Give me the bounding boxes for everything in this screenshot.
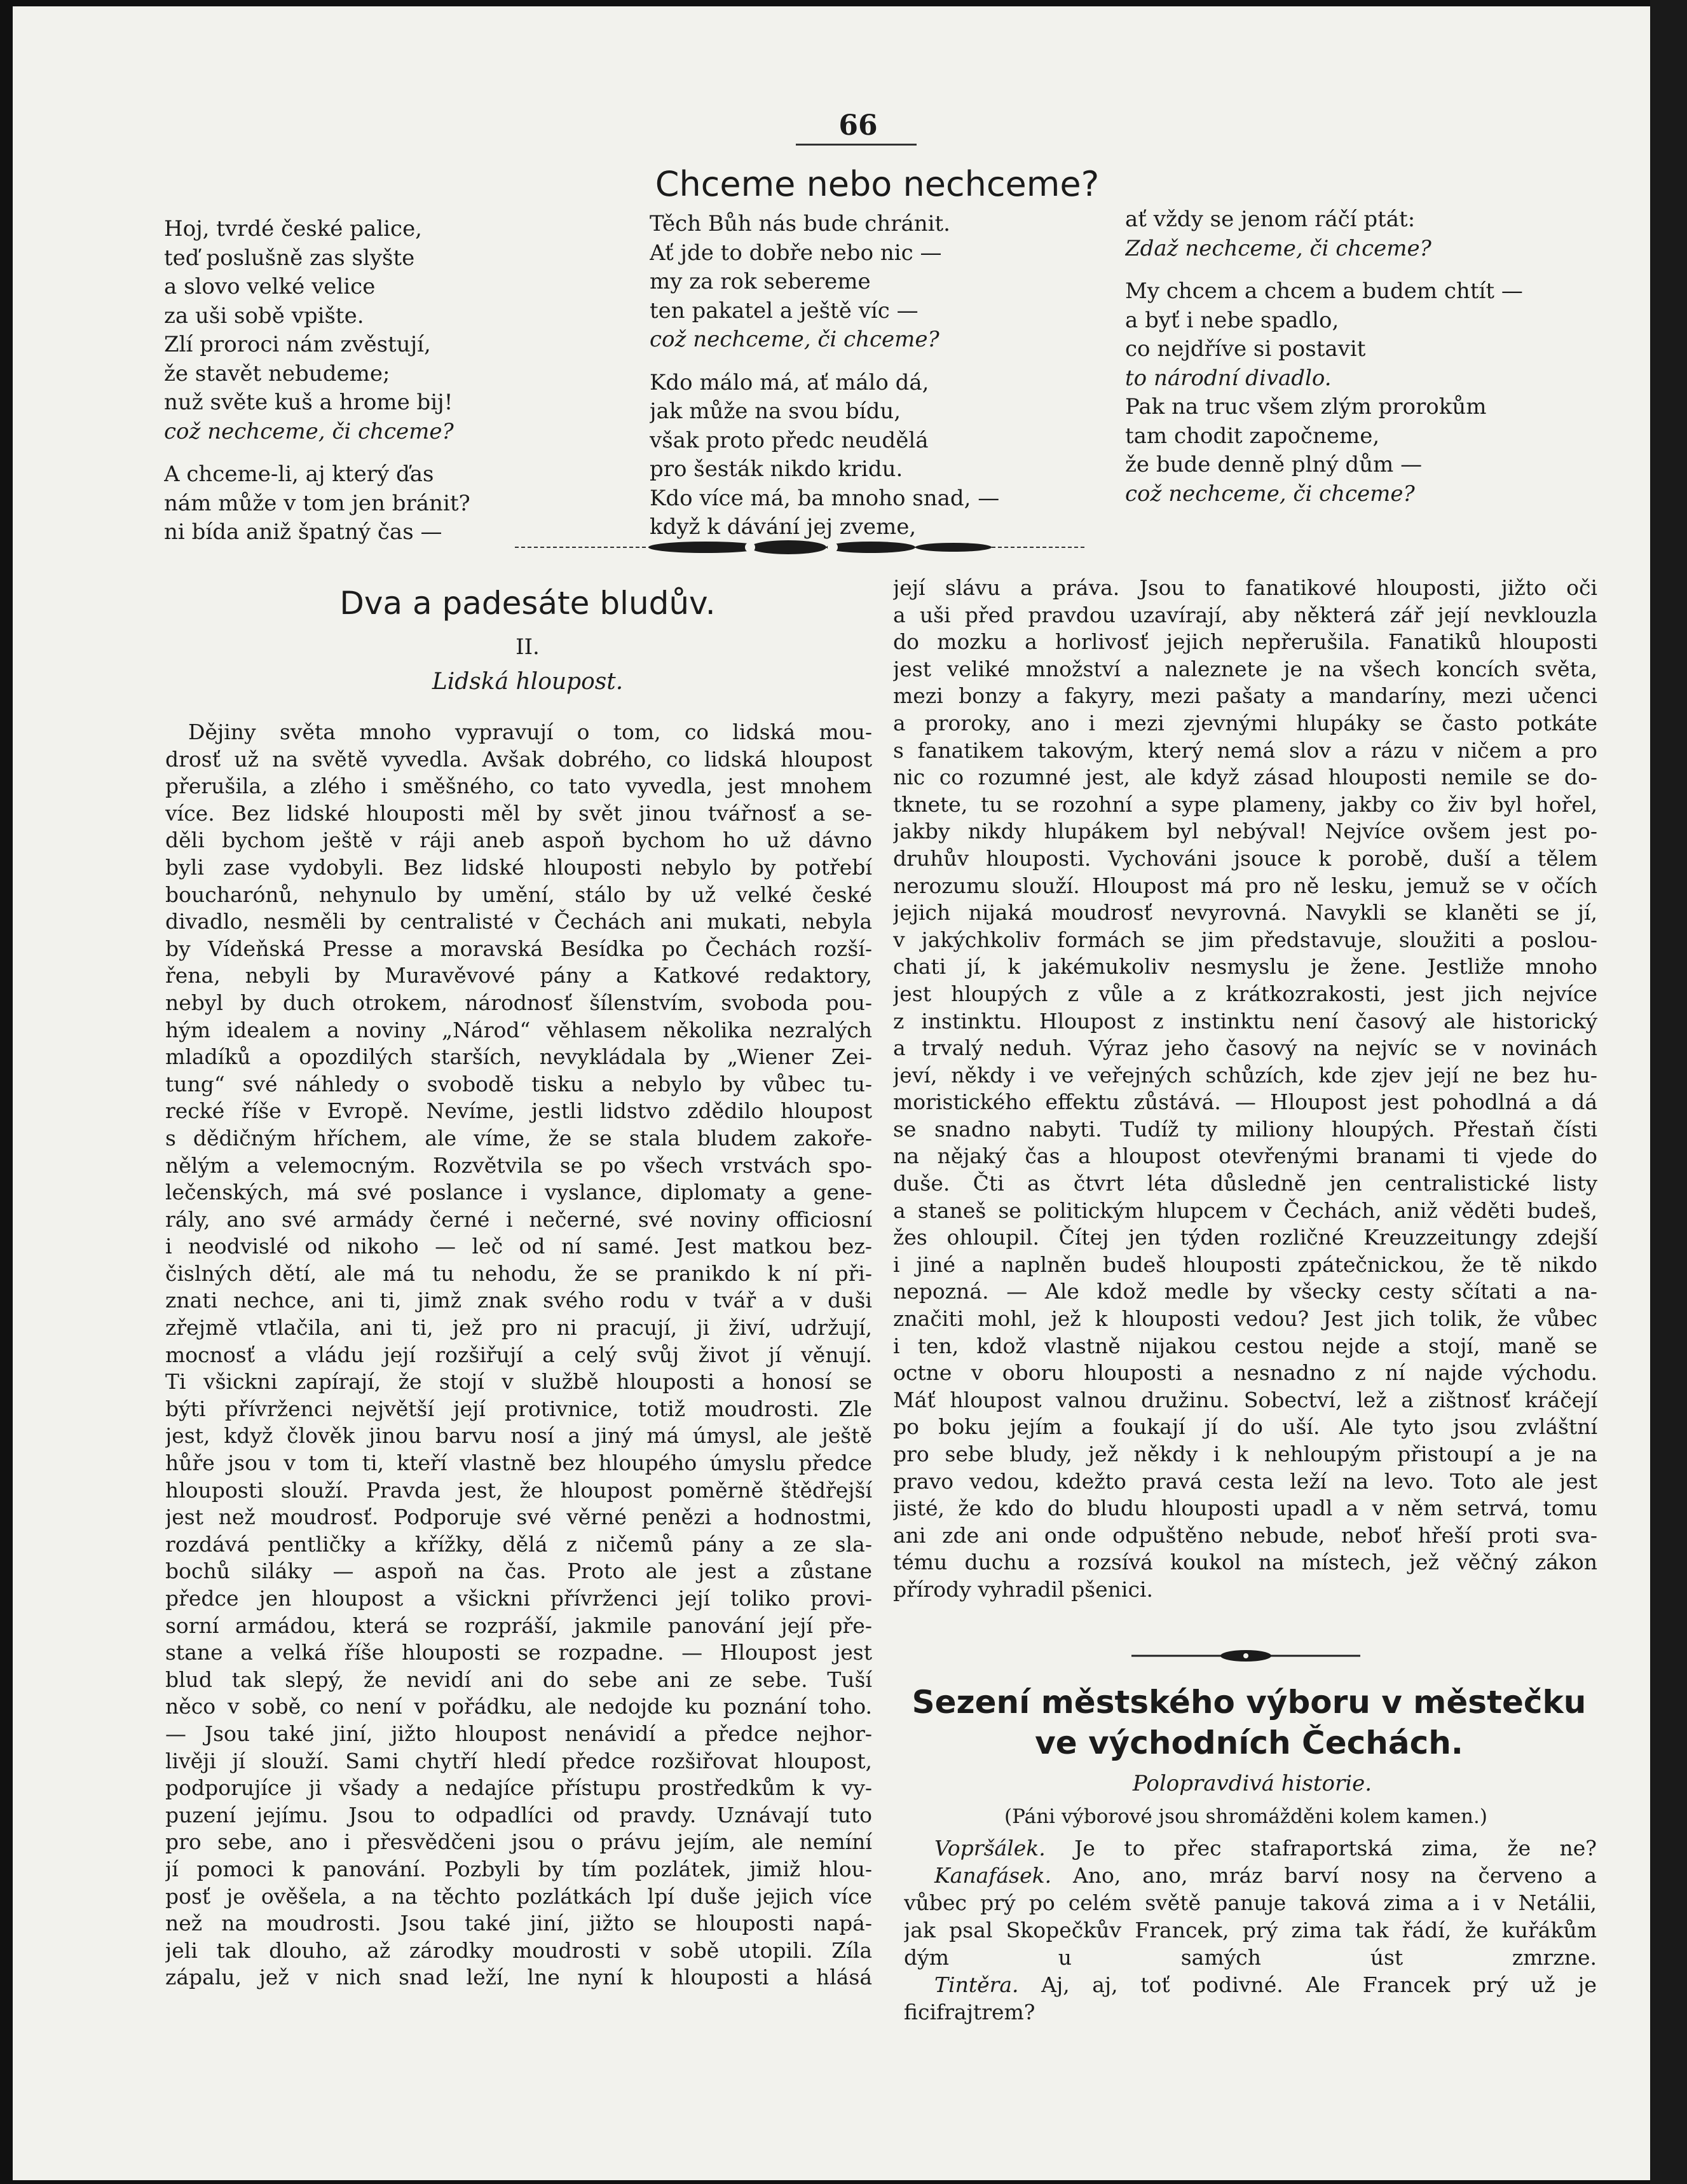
article-line: i neodvislé od nikoho — leč od ní samé. Jest matkou bez- [165,1234,872,1259]
article-line: řena, nebyli by Muravěvové pány a Katkové redaktory, [165,963,872,988]
poem-line: Pak na truc všem zlým prorokům [1125,394,1487,420]
article-line: Dějiny světa mnoho vypravují o tom, co lidská mou- [188,720,872,744]
article-line: by Vídeňská Presse a moravská Besídka po Čechách rozší- [165,936,872,961]
article-line: něco v sobě, co není v pořádku, ale nedojde ku poznání toho. [165,1694,872,1719]
poem-column-3 [1125,205,1570,508]
article-line: recké říše v Evropě. Nevíme, jestli lidstvo zdědilo hloupost [165,1098,872,1124]
speech-text: Ano, ano, mráz barví nosy na červeno a [1072,1863,1597,1888]
article-line: tému duchu a rozsívá koukol na místech, jež věčný zákon [893,1550,1597,1575]
dialogue [904,1834,1597,2026]
speech-text: Aj, aj, toť podivné. Ale Francek prý už je [1041,1972,1597,1997]
article-line: s dědičným hříchem, ale víme, že se stala bludem zakoře- [165,1125,872,1150]
article-line: jakby nikdy hlupákem byl nebýval! Nejvíce ovšem jest po- [893,819,1597,844]
poem-line: když k dávání jej zveme, [650,514,917,540]
article-line: livěji jí slouží. Sami chytří hledí předce rozšiřovat hloupost, [165,1748,872,1773]
article-line: mezi bonzy a fakyry, mezi pašaty a mandaríny, mezi učenci [893,683,1597,709]
article-line: nělým a velemocným. Rozvětvila se po všech vrstvách spo- [165,1152,872,1178]
dialogue-line [904,1998,1597,2026]
article-line: přírody vyhradil pšenici. [893,1576,1153,1602]
article-line: jest veliké množství a naleznete je na všech koncích světa, [893,656,1597,681]
article-line: a trvalý neduh. Výraz jeho časový na nejvíc se v novinách [893,1035,1597,1061]
article-line: nerozumu slouží. Hloupost má pro ně lesku, jemuž se v očích [893,873,1597,898]
poem-line: Kdo málo má, ať málo dá, [650,369,929,395]
poem-line: že bude denně plný dům — [1125,452,1423,477]
article-line: nic co rozumné jest, ale když zásad hlouposti nemile se do- [893,765,1597,790]
poem-line: Kdo více má, ba mnoho snad, — [650,485,1000,511]
poem-line: Hoj, tvrdé české palice, [164,216,422,242]
article-line: a staneš se politickým hlupcem v Čechách, aniž věděti budeš, [893,1198,1597,1223]
poem-line: ni bída aniž špatný čas — [164,519,442,545]
poem-line: a slovo velké velice [164,274,376,299]
speaker-name: Tintěra. [934,1972,1019,1997]
article-line: jest hloupých z vůle a z krátkozrakosti, jest jich nejvíce [893,981,1597,1006]
page-number: 66 [838,109,878,142]
article-line: nepozná. — Ale kdož medle by všecky cesty sčítati a na- [893,1279,1597,1304]
article2-title [890,1682,1608,1763]
stanza-gap [164,446,520,460]
poem-line: ten pakatel a ještě víc — [650,297,919,324]
poem-line: což nechceme, či chceme? [164,418,454,444]
article-line: se snadno nabyti. Tudíž ty miliony hloupých. Přestaň čísti [893,1116,1597,1142]
stanza-gap [1125,263,1570,277]
article-line: divadlo, nesměli by centralisté v Čechách ani mukati, nebyla [165,909,872,934]
poem-line: my za rok sebereme [650,269,871,294]
article-line: rály, ano své armády černé i nečerné, své noviny officiosní [165,1206,872,1232]
article-line: značiti mohl, jež k hlouposti vedou? Jest jich tolik, že vůbec [893,1306,1597,1332]
poem-column-1 [164,215,520,547]
article-line: i ten, kdož vlastně nijakou cestou nejde a stojí, maně se [893,1333,1597,1358]
article-line: zřejmě vtlačila, ani ti, jež pro ni pracují, ji živí, udržují, [165,1315,872,1341]
article-line: pro sebe, ano i přesvědčeni jsou o právu jejím, ale nemíní [165,1829,872,1855]
poem-line: Zdaž nechceme, či chceme? [1125,235,1431,261]
poem-line: to národní divadlo. [1125,365,1332,391]
poem-line: tam chodit započneme, [1125,423,1380,449]
article-line: tknete, tu se rozohní a sype plameny, jakby co živ byl hořel, [893,791,1597,817]
article-line: boucharónů, nehynulo by umění, stálo by už velké české [165,882,872,907]
article-title: Dva a padesáte bludův. [339,585,716,622]
article-line: jí pomoci k panování. Pozbyli by tím pozlátek, jimiž hlou- [165,1856,872,1881]
article-line: i jiné a naplněn budeš hlouposti zpátečnickou, že tě nikdo [893,1252,1597,1277]
article-line: znati nechce, ani ti, jimž znak svého rodu v tvář a v duši [165,1288,872,1313]
ornamental-divider [515,538,1087,557]
poem-line: Ať jde to dobře nebo nic — [650,240,942,266]
ornamental-divider [1131,1648,1360,1664]
article-line: z instinktu. Hloupost z instinktu není časový ale historický [893,1008,1597,1034]
dialogue-line [904,1862,1597,1889]
article-line: čislných dětí, ale má tu nehodu, že se pranikdo k ní při- [165,1260,872,1286]
article-line: předce jen hloupost a všickni přívrženci její toliko provi- [165,1586,872,1611]
dialogue-line [904,1971,1597,1998]
article-line: jest než moudrosť. Podporuje své věrné penězi a hodnostmi, [165,1505,872,1530]
article-line: hlouposti slouží. Pravda jest, že hloupost poměrně štědřejší [165,1477,872,1503]
article-line: na nějaký čas a hloupost otevřenými branami ti vjede do [893,1143,1597,1169]
dialogue-line [904,1916,1597,1944]
dialogue-line [904,1944,1597,1971]
poem-column-2 [650,210,1031,542]
article-line: žes ohloupil. Čítej jen týden rozličné Kreuzzeitungy zdejší [893,1225,1597,1250]
stanza-gap [650,355,1031,369]
speech-text: ficifrajtrem? [904,2000,1035,2024]
article-line: s fanatikem takovým, který nemá slov a rázu v ničem a pro [893,737,1597,763]
article-line: její slávu a práva. Jsou to fanatikové hlouposti, jižto oči [893,575,1597,600]
article-part-number: II. [516,634,540,660]
poem-line: Zlí proroci nám zvěstují, [164,332,431,357]
article-line: podporujíce ji všady a nedajíce přístupu prostředkům k vy- [165,1775,872,1801]
poem-line: což nechceme, či chceme? [1125,481,1415,507]
poem-line: co nejdříve si postavit [1125,336,1366,362]
article-line: a uši před pravdou uzavírají, aby některá zář její nevklouzla [893,602,1597,627]
article-line: bochů siláky — aspoň na čas. Proto ale jest a zůstane [165,1559,872,1584]
poem-line: však proto předc neudělá [650,427,929,453]
poem-line: ať vždy se jenom ráčí ptát: [1125,207,1416,232]
poem-line: teď poslušně zas slyšte [164,245,415,271]
article-line: jeli tak dlouho, až zárodky moudrosti v sobě utopili. Zíla [165,1937,872,1963]
poem-line: jak může na svou bídu, [650,399,901,424]
article-line: býti přívrženci největší její protivnice, totiž moudrosti. Zle [165,1396,872,1421]
article-line: nebyl by duch otrokem, národnosť šílenstvím, svoboda pou- [165,990,872,1015]
article-subtitle: Lidská hloupost. [432,669,624,695]
article2-title-line-1: Sezení městského výboru v městečku [912,1684,1587,1721]
poem-line: nám může v tom jen bránit? [164,490,470,516]
poem-line: za uši sobě vpište. [164,303,364,329]
article-line: duše. Čti as čtvrt léta důsledně jen centralistické listy [893,1171,1597,1196]
poem-line: což nechceme, či chceme? [650,327,939,352]
article-line: přerušila, a zlého i směšného, co tato vyvedla, jest mnohem [165,774,872,799]
poem-line: My chcem a chcem a budem chtít — [1125,278,1523,304]
article-line: moristického effektu zůstává. — Hloupost jest pohodlná a dá [893,1089,1597,1115]
article-line: a proroky, ano i mezi zjevnými hlupáky se často potkáte [893,710,1597,735]
article-line: blud tak slepý, že nevidí ani do sebe ani ze sebe. Tuší [165,1667,872,1692]
article-line: ani zde ani onde odpuštěno nebude, neboť hřeší proti sva- [893,1522,1597,1548]
article-left-column [165,719,872,1991]
article-line: jeví, někdy i ve veřejných schůzích, kde zjev její ne bez hu- [893,1062,1597,1088]
speaker-name: Kanafásek. [934,1863,1052,1888]
article-line: posť je ověšela, a na těchto pozlátkách lpí duše jejich více [165,1883,872,1909]
article-line: druhův hlouposti. Vychováni jsouce k porobě, duší a tělem [893,845,1597,871]
article-line: lečenských, má své poslance i vyslance, diplomaty a gene- [165,1180,872,1205]
poem-line: nuž světe kuš a hrome bij! [164,390,453,415]
poem-line: Těch Bůh nás bude chránit. [650,211,950,236]
stage-direction: (Páni výborové jsou shromážděni kolem kamen.) [1004,1805,1487,1828]
article-line: — Jsou také jiní, jižto hloupost nenávidí a předce nejhor- [165,1721,872,1746]
article-line: byli zase vydobyli. Bez lidské hlouposti nebylo by potřebí [165,854,872,880]
article-line: rozdává pentličky a křížky, dělá z ničemů pány a ze sla- [165,1531,872,1557]
article-line: chati jí, k jakémukoliv nesmyslu je žene. Jestliže mnoho [893,954,1597,979]
poem-title: Chceme nebo nechceme? [655,164,1100,204]
poem-line: že stavět nebudeme; [164,360,390,386]
speech-text: vůbec prý po celém světě panuje taková zima a i v Netálii, [904,1890,1597,1915]
article-line: mladíků a opozdilých starších, nevykládala by „Wiener Zei- [165,1044,872,1070]
article-line: sorní armádou, která se rozpráší, jakmile panování její pře- [165,1613,872,1638]
article-line: v jakýchkoliv formách se jim představuje, sloužiti a poslou- [893,927,1597,952]
article-line: hůře jsou v tom ti, kteří vlastně bez hloupého úmyslu předce [165,1450,872,1476]
speech-text: Je to přec stafraportská zima, že ne? [1074,1836,1597,1860]
article-line: Máť hloupost valnou družinu. Sobectví, lež a zištnosť kráčejí [893,1387,1597,1412]
article-line: pro sebe bludy, jež někdy i k nehloupým přistoupí a je na [893,1442,1597,1466]
article-line: stane a velká říše hlouposti se rozpadne. — Hloupost jest [165,1640,872,1665]
article-line: pravo vedou, kdežto pravá cesta leží na levo. Toto ale jest [893,1468,1597,1494]
article-line: po boku jejím a foukají jí do uší. Ale tyto jsou zvláštní [893,1414,1597,1440]
article-line: zápalu, jež v nich snad leží, lne nyní k hlouposti a hlásá [165,1965,872,1990]
dialogue-line [904,1889,1597,1916]
speech-text: jak psal Skopečkův Francek, prý zima tak řádí, že kuřákům [904,1918,1597,1942]
article-line: děli bychom ještě v ráji aneb aspoň bychom ho už dávno [165,828,872,853]
article-right-column [893,575,1597,1604]
article-line: více. Bez lidské hlouposti měl by svět jinou tvářnosť a se- [165,800,872,826]
article-line: jejich nijaká moudrosť nevyrovná. Navykli se klaněti se jí, [893,900,1597,925]
article-line: drosť už na světě vyvedla. Avšak dobrého, co lidská hloupost [165,746,872,772]
article-line: do mozku a horlivosť jejich nepřerušila. Fanatiků hlouposti [893,629,1597,655]
article-line: puzení jejímu. Jsou to odpadlíci od pravdy. Uznávají tuto [165,1802,872,1827]
poem-line: a byť i nebe spadlo, [1125,307,1339,333]
article-line: než na moudrosti. Jsou také jiní, jižto se hlouposti napá- [165,1911,872,1936]
speaker-name: Vopršálek. [934,1836,1046,1860]
poem-line: pro šesták nikdo kridu. [650,456,903,482]
page-number-rule [796,144,917,146]
article-line: hým idealem a noviny „Národ“ věhlasem několika nezralých [165,1017,872,1042]
dialogue-line [904,1834,1597,1862]
article-line: octne v oboru hlouposti a nesnadno z ní najde východu. [893,1360,1597,1386]
article-line: mocnosť a vládu její rozšiřují a celý svůj život jí věnují. [165,1342,872,1367]
article-line: jisté, že kdo do bludu hlouposti upadl a v něm setrvá, tomu [893,1496,1597,1521]
speech-text: dým u samých úst zmrzne. [904,1945,1597,1970]
article2-subtitle: Polopravdivá historie. [1132,1771,1372,1796]
article-line: tung“ své náhledy o svobodě tisku a nebylo by vůbec tu- [165,1071,872,1096]
article2-title-line-2: ve východních Čechách. [1035,1724,1463,1761]
scan-edge [1650,0,1687,2184]
poem-line: A chceme-li, aj který ďas [164,461,434,487]
article-line: jest, když člověk jinou barvu nosí a jiný má úmysl, ale ještě [165,1423,872,1449]
article-line: Ti všickni zapírají, že stojí v službě hlouposti a honosí se [165,1369,872,1395]
